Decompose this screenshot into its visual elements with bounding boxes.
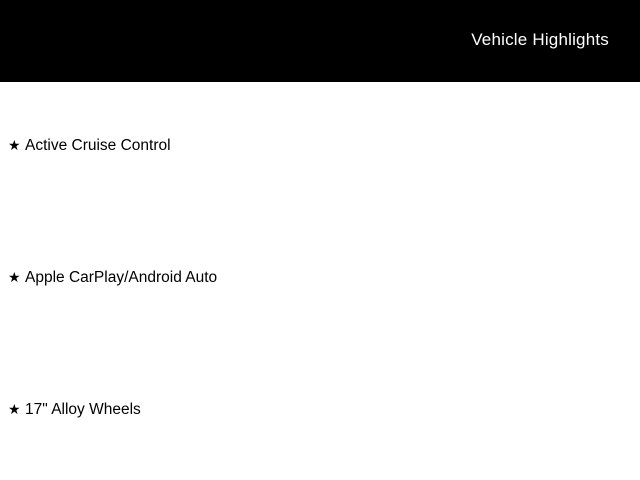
list-item	[8, 270, 217, 286]
highlights-list	[0, 82, 640, 480]
list-item-label: Active Cruise Control	[25, 137, 171, 154]
star-icon: ★	[8, 401, 21, 417]
list-item-label: 17" Alloy Wheels	[25, 401, 141, 418]
list-item-label: Apple CarPlay/Android Auto	[25, 269, 218, 286]
page-title: Vehicle Highlights	[471, 30, 609, 49]
list-item	[8, 138, 171, 154]
star-icon: ★	[8, 137, 21, 153]
header-bar	[0, 0, 640, 82]
star-icon: ★	[8, 269, 21, 285]
list-item	[8, 402, 141, 418]
